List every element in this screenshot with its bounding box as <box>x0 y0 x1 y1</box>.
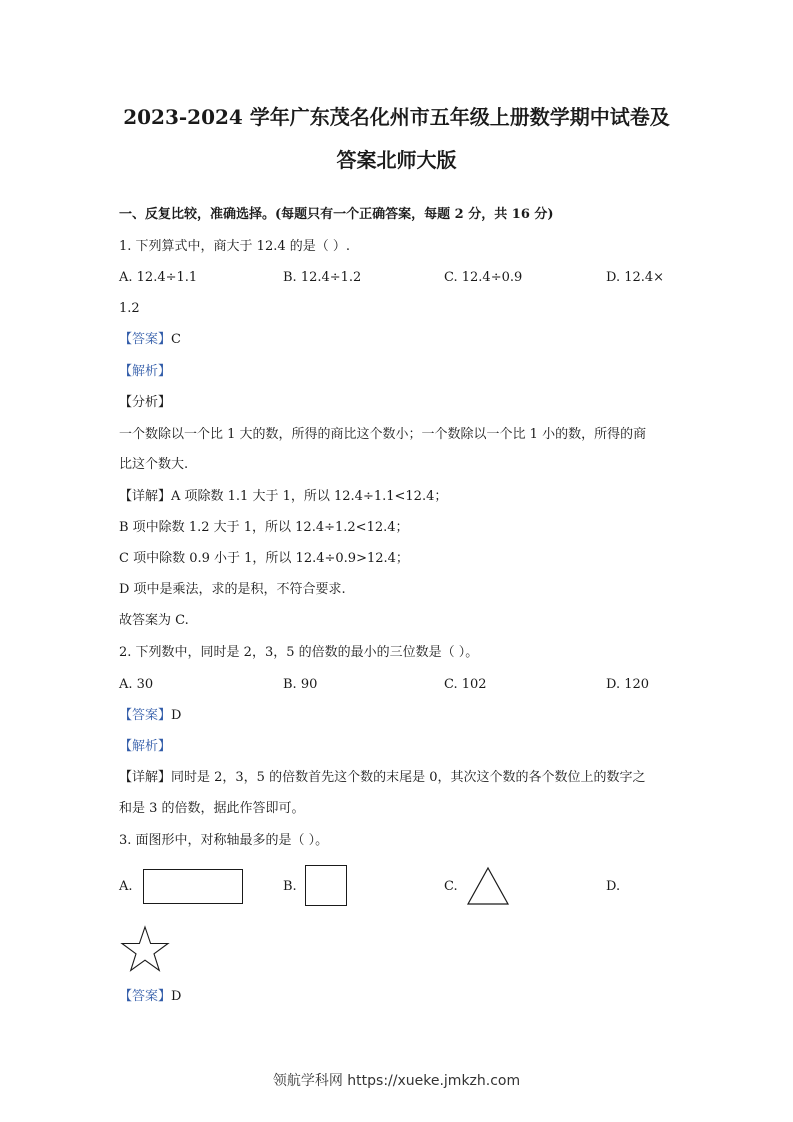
q1-option-d-cont: 1.2 <box>119 301 140 316</box>
answer-tag: 【答案】 <box>119 989 172 1004</box>
q3-answer-value: D <box>171 989 182 1004</box>
q3-option-b-label: B. <box>283 879 297 894</box>
q3-stem: 3. 面图形中，对称轴最多的是（ ）。 <box>119 833 329 848</box>
rectangle-icon <box>143 869 243 904</box>
q1-fenxi-line-1: 一个数除以一个比 1 大的数，所得的商比这个数小；一个数除以一个比 1 小的数，所得的商 <box>119 427 647 442</box>
q1-option-a: A. 12.4÷1.1 <box>119 270 198 285</box>
title-line-2: 答案北师大版 <box>336 148 457 172</box>
q1-option-d: D. 12.4× <box>606 270 665 285</box>
q2-stem: 2. 下列数中，同时是 2，3，5 的倍数的最小的三位数是（ ）。 <box>119 645 479 660</box>
q2-xiangjie-line-1: 【详解】同时是 2，3，5 的倍数首先这个数的末尾是 0，其次这个数的各个数位上的数字之 <box>119 770 646 785</box>
q3-answer <box>119 988 679 1006</box>
q1-option-b: B. 12.4÷1.2 <box>283 270 362 285</box>
q1-fenxi-tag: 【分析】 <box>119 395 172 410</box>
q2-jiexi-tag: 【解析】 <box>119 739 172 754</box>
triangle-icon <box>466 866 510 906</box>
footer-watermark: 领航学科网 https://xueke.jmkzh.com <box>272 1073 521 1089</box>
square-icon <box>305 865 347 906</box>
q3-option-a-label: A. <box>119 879 133 894</box>
q2-option-a: A. 30 <box>119 677 154 692</box>
q2-option-d: D. 120 <box>606 677 650 692</box>
q1-jiexi-tag: 【解析】 <box>119 364 172 379</box>
q3-option-c-label: C. <box>444 879 458 894</box>
title-line-1: 2023-2024 学年广东茂名化州市五年级上册数学期中试卷及 <box>123 105 670 129</box>
q2-xiangjie-line-2: 和是 3 的倍数，据此作答即可。 <box>119 801 305 816</box>
q2-answer-value: D <box>171 708 182 723</box>
q1-xiangjie-line-2: B 项中除数 1.2 大于 1，所以 12.4÷1.2<12.4； <box>119 520 409 535</box>
q1-conclusion: 故答案为 C. <box>119 613 189 628</box>
answer-tag: 【答案】 <box>119 708 172 723</box>
q1-xiangjie-line-4: D 项中是乘法，求的是积，不符合要求. <box>119 582 346 597</box>
q1-xiangjie-line-1: 【详解】A 项除数 1.1 大于 1，所以 12.4÷1.1<12.4； <box>119 489 448 504</box>
q1-fenxi-line-2: 比这个数大. <box>119 457 189 472</box>
q1-xiangjie-line-3: C 项中除数 0.9 小于 1，所以 12.4÷0.9>12.4； <box>119 551 409 566</box>
q2-answer <box>119 707 679 725</box>
star-icon <box>120 925 170 973</box>
q3-option-d-label: D. <box>606 879 621 894</box>
section-heading: 一、反复比较，准确选择。(每题只有一个正确答案，每题 2 分，共 16 分) <box>119 207 554 222</box>
q1-answer <box>119 331 679 349</box>
answer-tag: 【答案】 <box>119 332 172 347</box>
q1-stem: 1. 下列算式中，商大于 12.4 的是（ ）. <box>119 239 351 254</box>
q1-answer-value: C <box>171 332 181 347</box>
q2-option-c: C. 102 <box>444 677 487 692</box>
q1-option-c: C. 12.4÷0.9 <box>444 270 523 285</box>
q2-option-b: B. 90 <box>283 677 318 692</box>
